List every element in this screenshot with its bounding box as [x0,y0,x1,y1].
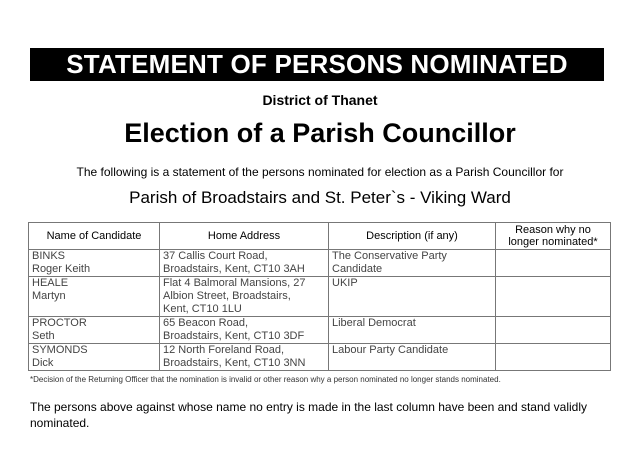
candidate-address [160,250,329,277]
table-header-row [29,223,611,250]
address-line: 12 North Foreland Road, [163,344,285,356]
table-row [29,277,611,317]
candidate-surname: HEALE [32,277,69,289]
nomination-statement: The persons above against whose name no entry is made in the last column have been and stand validly nominated. [30,400,588,430]
header-reason: Reason why no longer nominated* [496,223,611,250]
candidate-surname: SYMONDS [32,344,88,356]
header-address: Home Address [160,223,329,250]
address-line: Albion Street, Broadstairs, [163,290,291,302]
candidate-address [160,317,329,344]
parish-name: Parish of Broadstairs and St. Peter`s - Viking Ward [129,188,511,207]
header-name: Name of Candidate [29,223,160,250]
address-line: 65 Beacon Road, [163,317,249,329]
candidate-address [160,277,329,317]
candidate-reason [496,250,611,277]
district-name: District of Thanet [262,92,378,108]
address-line: Flat 4 Balmoral Mansions, 27 [163,277,306,289]
candidate-name [29,317,160,344]
candidate-surname: BINKS [32,250,66,262]
description-line: The Conservative Party [332,250,447,262]
description-line: Candidate [332,263,383,275]
candidate-name [29,250,160,277]
table-row [29,344,611,371]
intro-text: The following is a statement of the persons nominated for election as a Parish Councillor for [76,165,564,179]
table-row [29,250,611,277]
candidate-name [29,277,160,317]
description-line: Labour Party Candidate [332,344,449,356]
candidate-reason [496,277,611,317]
candidate-surname: PROCTOR [32,317,87,329]
address-line: Broadstairs, Kent, CT10 3DF [163,330,305,342]
address-line: Broadstairs, Kent, CT10 3AH [163,263,305,275]
footnote: *Decision of the Returning Officer that the nomination is invalid or other reason why a person nominated no longer stands nominated. [30,375,501,384]
address-line: Kent, CT10 1LU [163,303,242,315]
description-line: UKIP [332,277,358,289]
description-line: Liberal Democrat [332,317,416,329]
candidate-forename: Roger Keith [32,263,91,275]
header-description: Description (if any) [329,223,496,250]
candidate-name [29,344,160,371]
candidate-reason [496,344,611,371]
candidate-address [160,344,329,371]
candidate-description [329,250,496,277]
candidate-forename: Dick [32,357,54,369]
candidates-table [28,222,611,371]
candidate-description [329,344,496,371]
table-row [29,317,611,344]
candidate-forename: Martyn [32,290,66,302]
candidate-reason [496,317,611,344]
address-line: Broadstairs, Kent, CT10 3NN [163,357,306,369]
candidate-forename: Seth [32,330,55,342]
document-banner: STATEMENT OF PERSONS NOMINATED [30,48,604,81]
election-title: Election of a Parish Councillor [124,118,516,148]
address-line: 37 Callis Court Road, [163,250,268,262]
candidate-description [329,277,496,317]
candidate-description [329,317,496,344]
